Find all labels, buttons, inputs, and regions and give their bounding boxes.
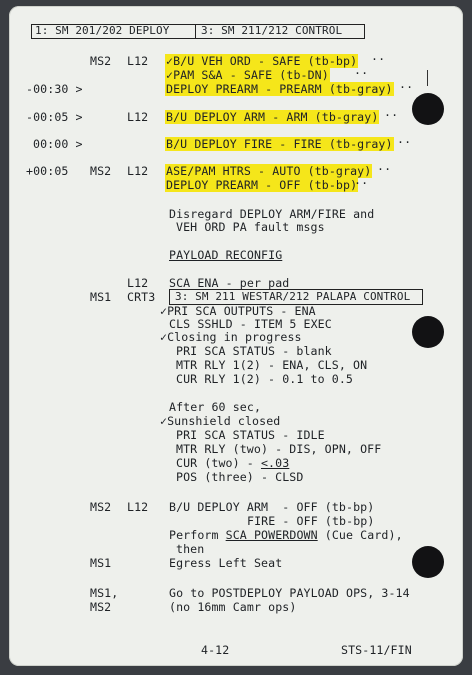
pri-sca-status-blank: PRI SCA STATUS - blank — [176, 344, 332, 358]
step-pam-sa: ✓PAM S&A - SAFE (tb-DN) — [166, 68, 329, 82]
punch-hole-2 — [412, 316, 444, 348]
cur-two-value: <.03 — [260, 456, 290, 470]
sca-ena: SCA ENA - per pad — [169, 276, 290, 290]
closing-in-progress: ✓Closing in progress — [160, 330, 302, 344]
crew-ms2-4: MS2 — [90, 600, 112, 614]
bu-deploy-arm-off: B/U DEPLOY ARM - OFF (tb-bp) — [169, 500, 375, 514]
crew-ms2-3: MS2 — [90, 500, 112, 514]
step-bu-veh-ord: ✓B/U VEH ORD - SAFE (tb-bp) — [166, 54, 358, 68]
trail-1: ·· — [371, 52, 386, 66]
panel-l12-4: L12 — [127, 276, 149, 290]
page-number: 4-12 — [201, 643, 230, 657]
no-camr-ops: (no 16mm Camr ops) — [169, 600, 297, 614]
header-left: 1: SM 201/202 DEPLOY — [35, 24, 170, 37]
perform-sca-powerdown — [169, 528, 403, 542]
pos-three: POS (three) - CLSD — [176, 470, 304, 484]
after-60-sec: After 60 sec, — [169, 400, 262, 414]
trail-3: ·· — [399, 80, 414, 94]
panel-l12-3: L12 — [127, 164, 149, 178]
panel-l12-2: L12 — [127, 110, 149, 124]
cur-two — [176, 456, 289, 470]
payload-reconfig-heading: PAYLOAD RECONFIG — [169, 248, 283, 262]
cur-rly: CUR RLY 1(2) - 0.1 to 0.5 — [176, 372, 354, 386]
pri-sca-status-idle: PRI SCA STATUS - IDLE — [176, 428, 325, 442]
perform-prefix: Perform — [169, 528, 226, 542]
cur-two-prefix: CUR (two) - — [176, 456, 261, 470]
go-to-postdeploy: Go to POSTDEPLOY PAYLOAD OPS, 3-14 — [169, 586, 410, 600]
punch-hole-1 — [412, 93, 444, 125]
mtr-rly-two: MTR RLY (two) - DIS, OPN, OFF — [176, 442, 382, 456]
crew-ms1-2: MS1 — [90, 556, 112, 570]
step-bu-deploy-arm: B/U DEPLOY ARM - ARM (tb-gray) — [166, 110, 379, 124]
panel-l12-1: L12 — [127, 54, 149, 68]
trail-2: ·· — [354, 66, 369, 80]
crt-display-label: 3: SM 211 WESTAR/212 PALAPA CONTROL — [175, 290, 411, 303]
checklist-card — [9, 6, 463, 666]
sca-powerdown-link: SCA POWERDOWN — [225, 528, 318, 542]
crew-ms2-1: MS2 — [90, 54, 112, 68]
time-plus-05: +00:05 — [26, 164, 69, 178]
change-bar — [427, 70, 428, 86]
crew-ms1-1: MS1 — [90, 290, 112, 304]
header-right: 3: SM 211/212 CONTROL — [201, 24, 343, 37]
egress-left-seat: Egress Left Seat — [169, 556, 283, 570]
crew-ms2-2: MS2 — [90, 164, 112, 178]
panel-l12-5: L12 — [127, 500, 149, 514]
note-disregard-2: VEH ORD PA fault msgs — [176, 220, 325, 234]
mtr-rly-ena: MTR RLY 1(2) - ENA, CLS, ON — [176, 358, 368, 372]
trail-6: ·· — [377, 162, 392, 176]
step-ase-pam-htrs: ASE/PAM HTRS - AUTO (tb-gray) — [166, 164, 372, 178]
pri-sca-outputs: ✓PRI SCA OUTPUTS - ENA — [160, 304, 316, 318]
crew-ms1-3: MS1, — [90, 586, 119, 600]
punch-hole-3 — [412, 546, 444, 578]
time-minus-30: -00:30 > — [26, 82, 83, 96]
doc-id: STS-11/FIN — [341, 643, 412, 657]
time-zero: 00:00 > — [33, 137, 83, 151]
step-bu-deploy-fire: B/U DEPLOY FIRE - FIRE (tb-gray) — [166, 137, 393, 151]
sunshield-closed: ✓Sunshield closed — [160, 414, 281, 428]
perform-suffix: (Cue Card), — [317, 528, 403, 542]
trail-7: ·· — [354, 176, 369, 190]
cls-sshld: CLS SSHLD - ITEM 5 EXEC — [169, 317, 332, 331]
then-label: then — [176, 542, 205, 556]
note-disregard-1: Disregard DEPLOY ARM/FIRE and — [169, 207, 375, 221]
trail-5: ·· — [397, 135, 412, 149]
time-minus-05: -00:05 > — [26, 110, 83, 124]
crt3-label: CRT3 — [127, 290, 156, 304]
trail-4: ·· — [384, 108, 399, 122]
step-deploy-prearm: DEPLOY PREARM - PREARM (tb-gray) — [166, 82, 393, 96]
header-divider — [195, 24, 196, 38]
step-deploy-prearm-off: DEPLOY PREARM - OFF (tb-bp) — [166, 178, 358, 192]
bu-deploy-fire-off: FIRE - OFF (tb-bp) — [247, 514, 375, 528]
